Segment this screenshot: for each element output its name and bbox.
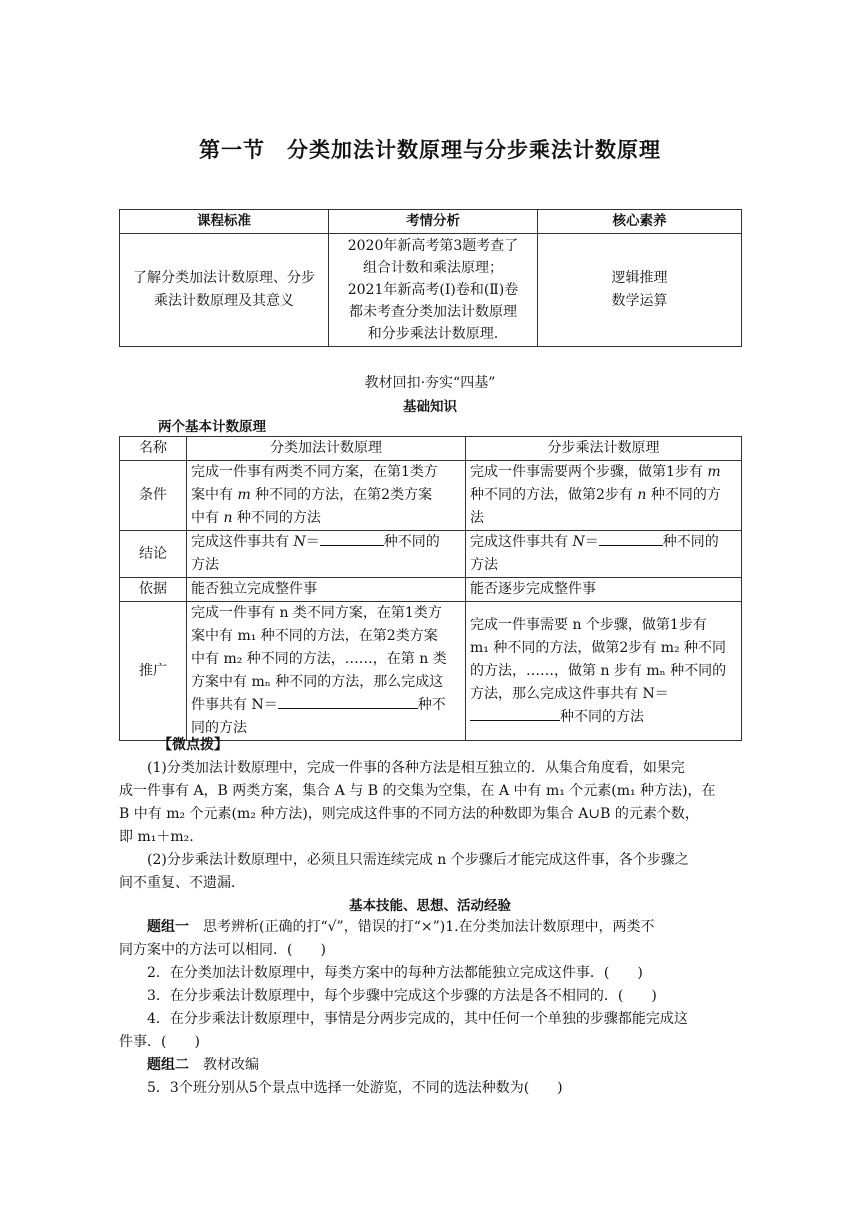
text: 完成这件事共有 bbox=[470, 534, 573, 550]
text-line: 方法 bbox=[191, 557, 219, 573]
literacy-line: 数学运算 bbox=[611, 293, 668, 309]
var-n: n bbox=[637, 487, 647, 503]
text: 案中有 bbox=[191, 487, 238, 503]
analysis-line: 2020年新高考第3题考查了 bbox=[347, 238, 519, 254]
answer-blank[interactable] bbox=[320, 531, 384, 546]
text-line: 同的方法 bbox=[191, 720, 247, 736]
condition-addition bbox=[187, 461, 466, 531]
standard-line: 了解分类加法计数原理、分步 bbox=[133, 270, 315, 286]
question-1: 同方案中的方法可以相同．( ) bbox=[119, 942, 326, 958]
group1-line bbox=[119, 916, 744, 939]
text: 中有 bbox=[191, 510, 224, 526]
text-line: 法 bbox=[470, 510, 484, 526]
text-line: 方法，那么完成这件事共有 N＝ bbox=[470, 685, 669, 702]
question-5: 5．3个班分别从5个景点中选择一处游览，不同的选法种数为( ) bbox=[147, 1080, 563, 1096]
basis-multiplication: 能否逐步完成整件事 bbox=[466, 578, 742, 602]
text-line: 的方法，……，做第 n 步有 mₙ 种不同的 bbox=[470, 662, 727, 679]
answer-blank[interactable] bbox=[278, 694, 418, 709]
skills-heading: 基本技能、思想、活动经验 bbox=[349, 898, 511, 914]
row-condition: 条件 bbox=[120, 461, 187, 531]
header-analysis: 考情分析 bbox=[329, 210, 538, 234]
header-literacy: 核心素养 bbox=[538, 210, 742, 234]
text-line bbox=[191, 694, 461, 717]
cell-standard bbox=[120, 234, 329, 347]
text: 完成一件事需要两个步骤，做第1步有 bbox=[470, 464, 708, 480]
text-line: 间不重复、不遗漏． bbox=[119, 875, 245, 891]
text: 种不同的方法 bbox=[560, 708, 644, 725]
text: 种不同的方法，做第2步有 bbox=[470, 487, 638, 503]
principle-table bbox=[119, 436, 742, 741]
col-multiplication: 分步乘法计数原理 bbox=[466, 437, 742, 461]
literacy-line: 逻辑推理 bbox=[611, 270, 668, 286]
answer-blank[interactable] bbox=[599, 531, 663, 546]
row-conclusion: 结论 bbox=[120, 531, 187, 578]
var-N: N bbox=[293, 534, 306, 550]
tip-paragraph-1 bbox=[119, 757, 744, 849]
text-line: m₁ 种不同的方法，做第2步有 m₂ 种不同 bbox=[470, 639, 727, 656]
tip-heading: 【微点拨】 bbox=[158, 737, 228, 753]
text-line: 完成一件事有两类不同方案，在第1类方 bbox=[191, 464, 438, 480]
text-line: 中有 m₂ 种不同的方法，……，在第 n 类 bbox=[191, 651, 447, 667]
question-2: 2．在分类加法计数原理中，每类方案中的每种方法都能独立完成这件事．( ) bbox=[147, 965, 643, 981]
group2-line bbox=[119, 1054, 744, 1077]
generalize-addition bbox=[187, 602, 466, 741]
text-line bbox=[470, 706, 737, 729]
analysis-line: 都未考查分类加法计数原理 bbox=[349, 304, 517, 320]
text: 种不同的 bbox=[662, 534, 719, 550]
question-3: 3．在分步乘法计数原理中，每个步骤中完成这个步骤的方法是各不相同的．( ) bbox=[147, 988, 657, 1004]
condition-multiplication bbox=[466, 461, 742, 531]
basis-addition: 能否独立完成整件事 bbox=[187, 578, 466, 602]
text-line: 成一件事有 A，B 两类方案，集合 A 与 B 的交集为空集，在 A 中有 m₁ 个元素(m₁ 种方法)，在 bbox=[119, 783, 716, 799]
var-m: m bbox=[237, 487, 251, 503]
questions bbox=[119, 916, 744, 1100]
text-line: 方案中有 mₙ 种不同的方法，那么完成这 bbox=[191, 674, 444, 690]
text-line: 即 m₁＋m₂. bbox=[119, 829, 194, 845]
text-line: 完成一件事有 n 类不同方案，在第1类方 bbox=[191, 605, 442, 621]
page-title: 第一节 分类加法计数原理与分步乘法计数原理 bbox=[199, 138, 661, 162]
generalize-multiplication bbox=[466, 602, 742, 741]
question-4: 4．在分步乘法计数原理中，事情是分两步完成的，其中任何一个单独的步骤都能完成这 bbox=[147, 1011, 688, 1027]
conclusion-addition bbox=[187, 531, 466, 578]
answer-blank[interactable] bbox=[470, 706, 560, 721]
conclusion-multiplication bbox=[466, 531, 742, 578]
text-line bbox=[470, 484, 737, 507]
review-heading: 教材回扣·夯实“四基” bbox=[364, 375, 496, 391]
text: 完成这件事共有 bbox=[191, 534, 294, 550]
col-addition: 分类加法计数原理 bbox=[187, 437, 466, 461]
text-line bbox=[191, 484, 461, 507]
group1-text: 思考辨析(正确的打“√”，错误的打“×”)1.在分类加法计数原理中，两类不 bbox=[189, 919, 655, 935]
question-4-cont: 件事．( ) bbox=[119, 1034, 200, 1050]
analysis-line: 和分步乘法计数原理. bbox=[367, 326, 499, 342]
text: ＝ bbox=[584, 534, 599, 550]
text-line bbox=[470, 531, 737, 554]
text-line bbox=[470, 461, 737, 484]
standard-line: 乘法计数原理及其意义 bbox=[154, 293, 294, 309]
cell-analysis bbox=[329, 234, 538, 347]
analysis-line: 组合计数和乘法原理； bbox=[363, 260, 503, 276]
text: 种不同的方 bbox=[646, 487, 721, 503]
course-table bbox=[119, 209, 742, 347]
text: 种不 bbox=[417, 697, 446, 713]
var-N: N bbox=[572, 534, 585, 550]
group2-text: 教材改编 bbox=[189, 1057, 259, 1073]
text-line: 完成一件事需要 n 个步骤，做第1步有 bbox=[470, 616, 707, 633]
text-line: 案中有 m₁ 种不同的方法，在第2类方案 bbox=[191, 628, 438, 644]
text: 种不同的 bbox=[383, 534, 440, 550]
group2-label: 题组二 bbox=[147, 1057, 189, 1073]
tip-paragraph-2 bbox=[119, 849, 744, 895]
two-principles-heading: 两个基本计数原理 bbox=[158, 419, 266, 435]
text-line: (1)分类加法计数原理中，完成一件事的各种方法是相互独立的．从集合角度看，如果完 bbox=[147, 760, 685, 776]
text-line: (2)分步乘法计数原理中，必须且只需连续完成 n 个步骤后才能完成这件事，各个步骤之 bbox=[147, 852, 689, 868]
text-line bbox=[191, 507, 461, 530]
text-line: B 中有 m₂ 个元素(m₂ 种方法)，则完成这件事的不同方法的种数即为集合 A∪B 的元素个数， bbox=[119, 806, 699, 822]
var-n: n bbox=[223, 510, 233, 526]
group1-label: 题组一 bbox=[147, 919, 189, 935]
header-standard: 课程标准 bbox=[120, 210, 329, 234]
basic-knowledge-heading: 基础知识 bbox=[403, 399, 457, 415]
row-basis: 依据 bbox=[120, 578, 187, 602]
var-m: m bbox=[707, 464, 721, 480]
text-line: 方法 bbox=[470, 557, 498, 573]
text-line bbox=[191, 531, 461, 554]
cell-literacy bbox=[538, 234, 742, 347]
text: ＝ bbox=[305, 534, 320, 550]
text: 种不同的方法 bbox=[232, 510, 321, 526]
row-generalize: 推广 bbox=[120, 602, 187, 741]
text: 种不同的方法，在第2类方案 bbox=[250, 487, 433, 503]
text: 件事共有 N＝ bbox=[191, 697, 278, 713]
analysis-line: 2021年新高考(Ⅰ)卷和(Ⅱ)卷 bbox=[347, 282, 519, 298]
col-name: 名称 bbox=[120, 437, 187, 461]
